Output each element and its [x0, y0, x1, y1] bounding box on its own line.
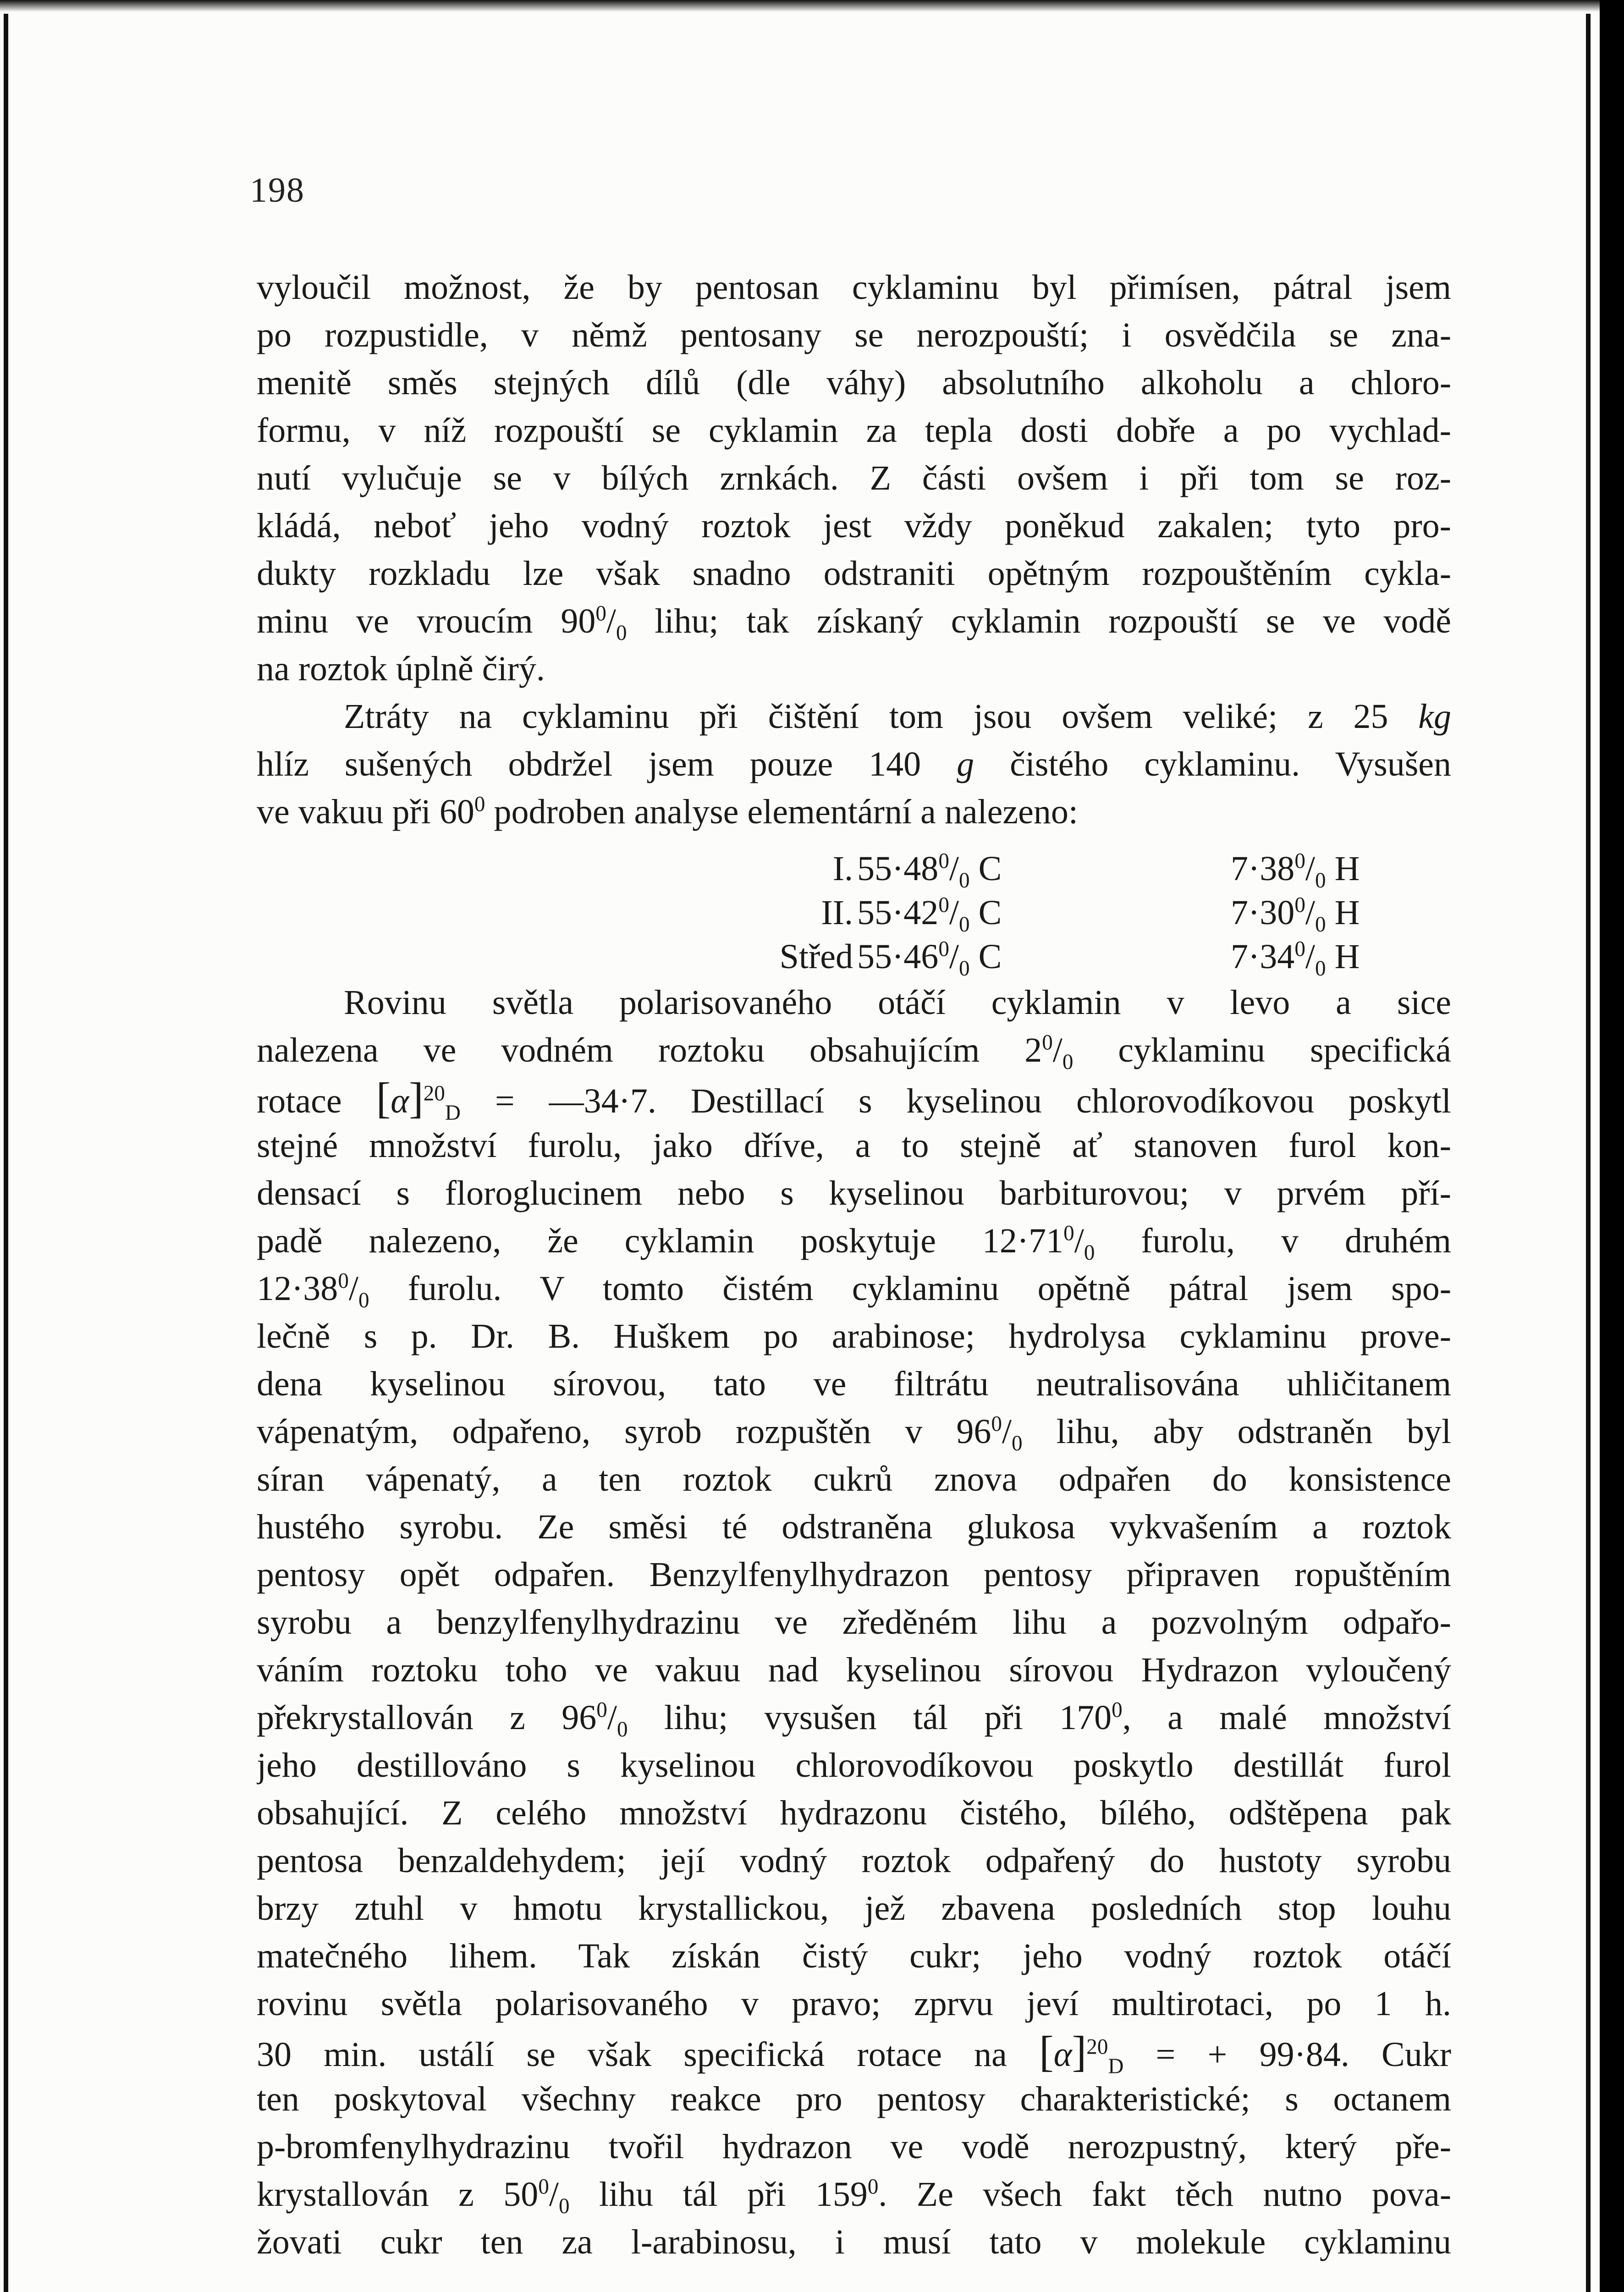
text-line: rovinu světla polarisovaného v pravo; zprvu jeví multirotaci, po 1 h.	[257, 1984, 1451, 2023]
text-line: překrystallován z $96^0/_0$ lihu; vysušen tál při $170^0$, a malé množství	[257, 1698, 1451, 1741]
text-line: rotace $[\alpha]^{20}_D$ = —34·7. Destillací s kyselinou chlorovodíkovou poskytl	[257, 1074, 1451, 1122]
text-line: Ztráty na cyklaminu při čištění tom jsou ovšem veliké; z 25 kg	[344, 697, 1451, 736]
text-line: dukty rozkladu lze však snadno odstraniti opětným rozpouštěním cykla-	[257, 554, 1451, 593]
text-line: jeho destillováno s kyselinou chlorovodíkovou poskytlo destillát furol	[257, 1746, 1451, 1785]
text-line: minu ve vroucím $90^0/_0$ lihu; tak získaný cyklamin rozpouští se ve vodě	[257, 601, 1451, 645]
analysis-row: II. $55\cdot 42^0/_0$ C $7\cdot 30^0/_0$ H	[821, 893, 1360, 937]
text-line: hustého syrobu. Ze směsi té odstraněna glukosa vykvašením a roztok	[257, 1508, 1451, 1546]
text-line: padě nalezeno, že cyklamin poskytuje $12\cdot 71^0/_0$ furolu, v druhém	[257, 1221, 1451, 1265]
text-line: $12\cdot 38^0/_0$ furolu. V tomto čistém cyklaminu opětně pátral jsem spo-	[257, 1269, 1451, 1312]
text-line: kládá, neboť jeho vodný roztok jest vždy poněkud zakalen; tyto pro-	[257, 507, 1451, 545]
text-line: obsahující. Z celého množství hydrazonu čistého, bílého, odštěpena pak	[257, 1794, 1451, 1832]
text-line: hlíz sušených obdržel jsem pouze 140 g čistého cyklaminu. Vysušen	[257, 745, 1451, 783]
text-line: lečně s p. Dr. B. Huškem po arabinose; hydrolysa cyklaminu prove-	[257, 1317, 1451, 1355]
text-line: vyloučil možnost, že by pentosan cyklaminu byl přimísen, pátral jsem	[257, 268, 1451, 307]
text-line: žovati cukr ten za l-arabinosu, i musí tato v molekule cyklaminu	[257, 2223, 1451, 2261]
text-line: stejné množství furolu, jako dříve, a to stejně ať stanoven furol kon-	[257, 1126, 1451, 1165]
scan-black-margin	[1600, 0, 1624, 2292]
analysis-row: I. $55\cdot 48^0/_0$ C $7\cdot 38^0/_0$ H	[832, 849, 1360, 893]
analysis-row: Střed $55\cdot 46^0/_0$ C $7\cdot 34^0/_0$ H	[779, 937, 1360, 981]
scan-right-edge	[1586, 14, 1591, 2292]
text-line: menitě směs stejných dílů (dle váhy) absolutního alkoholu a chloro-	[257, 364, 1451, 402]
page-number: 198	[250, 171, 305, 209]
text-line: formu, v níž rozpouští se cyklamin za tepla dosti dobře a po vychlad-	[257, 411, 1451, 450]
text-line: po rozpustidle, v němž pentosany se nerozpouští; i osvědčila se zna-	[257, 316, 1451, 354]
text-line: na roztok úplně čirý.	[257, 650, 545, 688]
text-line: dena kyselinou sírovou, tato ve filtrátu neutralisována uhličitanem	[257, 1365, 1451, 1403]
text-line: syrobu a benzylfenylhydrazinu ve zředěném lihu a pozvolným odpařo-	[257, 1603, 1451, 1642]
text-line: nalezena ve vodném roztoku obsahujícím $2^0/_0$ cyklaminu specifická	[257, 1030, 1451, 1074]
text-line: p-bromfenylhydrazinu tvořil hydrazon ve vodě nerozpustný, který pře-	[257, 2127, 1451, 2166]
text-line: Rovinu světla polarisovaného otáčí cyklamin v levo a sice	[344, 983, 1451, 1022]
scan-top-shadow	[0, 0, 1600, 12]
text-line: váním roztoku toho ve vakuu nad kyselinou sírovou Hydrazon vyloučený	[257, 1651, 1451, 1689]
body-text	[257, 264, 1451, 2266]
text-line: vápenatým, odpařeno, syrob rozpuštěn v $96^0/_0$ lihu, aby odstraněn byl	[257, 1412, 1451, 1455]
text-line: síran vápenatý, a ten roztok cukrů znova odpařen do konsistence	[257, 1460, 1451, 1499]
text-line: densací s floroglucinem nebo s kyselinou barbiturovou; v prvém pří-	[257, 1174, 1451, 1212]
text-line: matečného lihem. Tak získán čistý cukr; jeho vodný roztok otáčí	[257, 1937, 1451, 1975]
text-line: ve vakuu při $60^0$ podroben analyse elementární a nalezeno:	[257, 792, 1078, 831]
scan-left-edge	[4, 14, 8, 2292]
text-line: ten poskytoval všechny reakce pro pentosy charakteristické; s octanem	[257, 2080, 1451, 2118]
text-line: 30 min. ustálí se však specifická rotace na $[\alpha]^{20}_D$ = + 99·84. Cukr	[257, 2028, 1451, 2075]
text-line: pentosa benzaldehydem; její vodný roztok odpařený do hustoty syrobu	[257, 1841, 1451, 1880]
text-line: nutí vylučuje se v bílých zrnkách. Z části ovšem i při tom se roz-	[257, 459, 1451, 497]
text-line: pentosy opět odpařen. Benzylfenylhydrazon pentosy připraven ropuštěním	[257, 1555, 1451, 1594]
text-line: krystallován z $50^0/_0$ lihu tál při $159^0$. Ze všech fakt těch nutno pova-	[257, 2175, 1451, 2218]
text-line: brzy ztuhl v hmotu krystallickou, jež zbavena posledních stop louhu	[257, 1889, 1451, 1928]
